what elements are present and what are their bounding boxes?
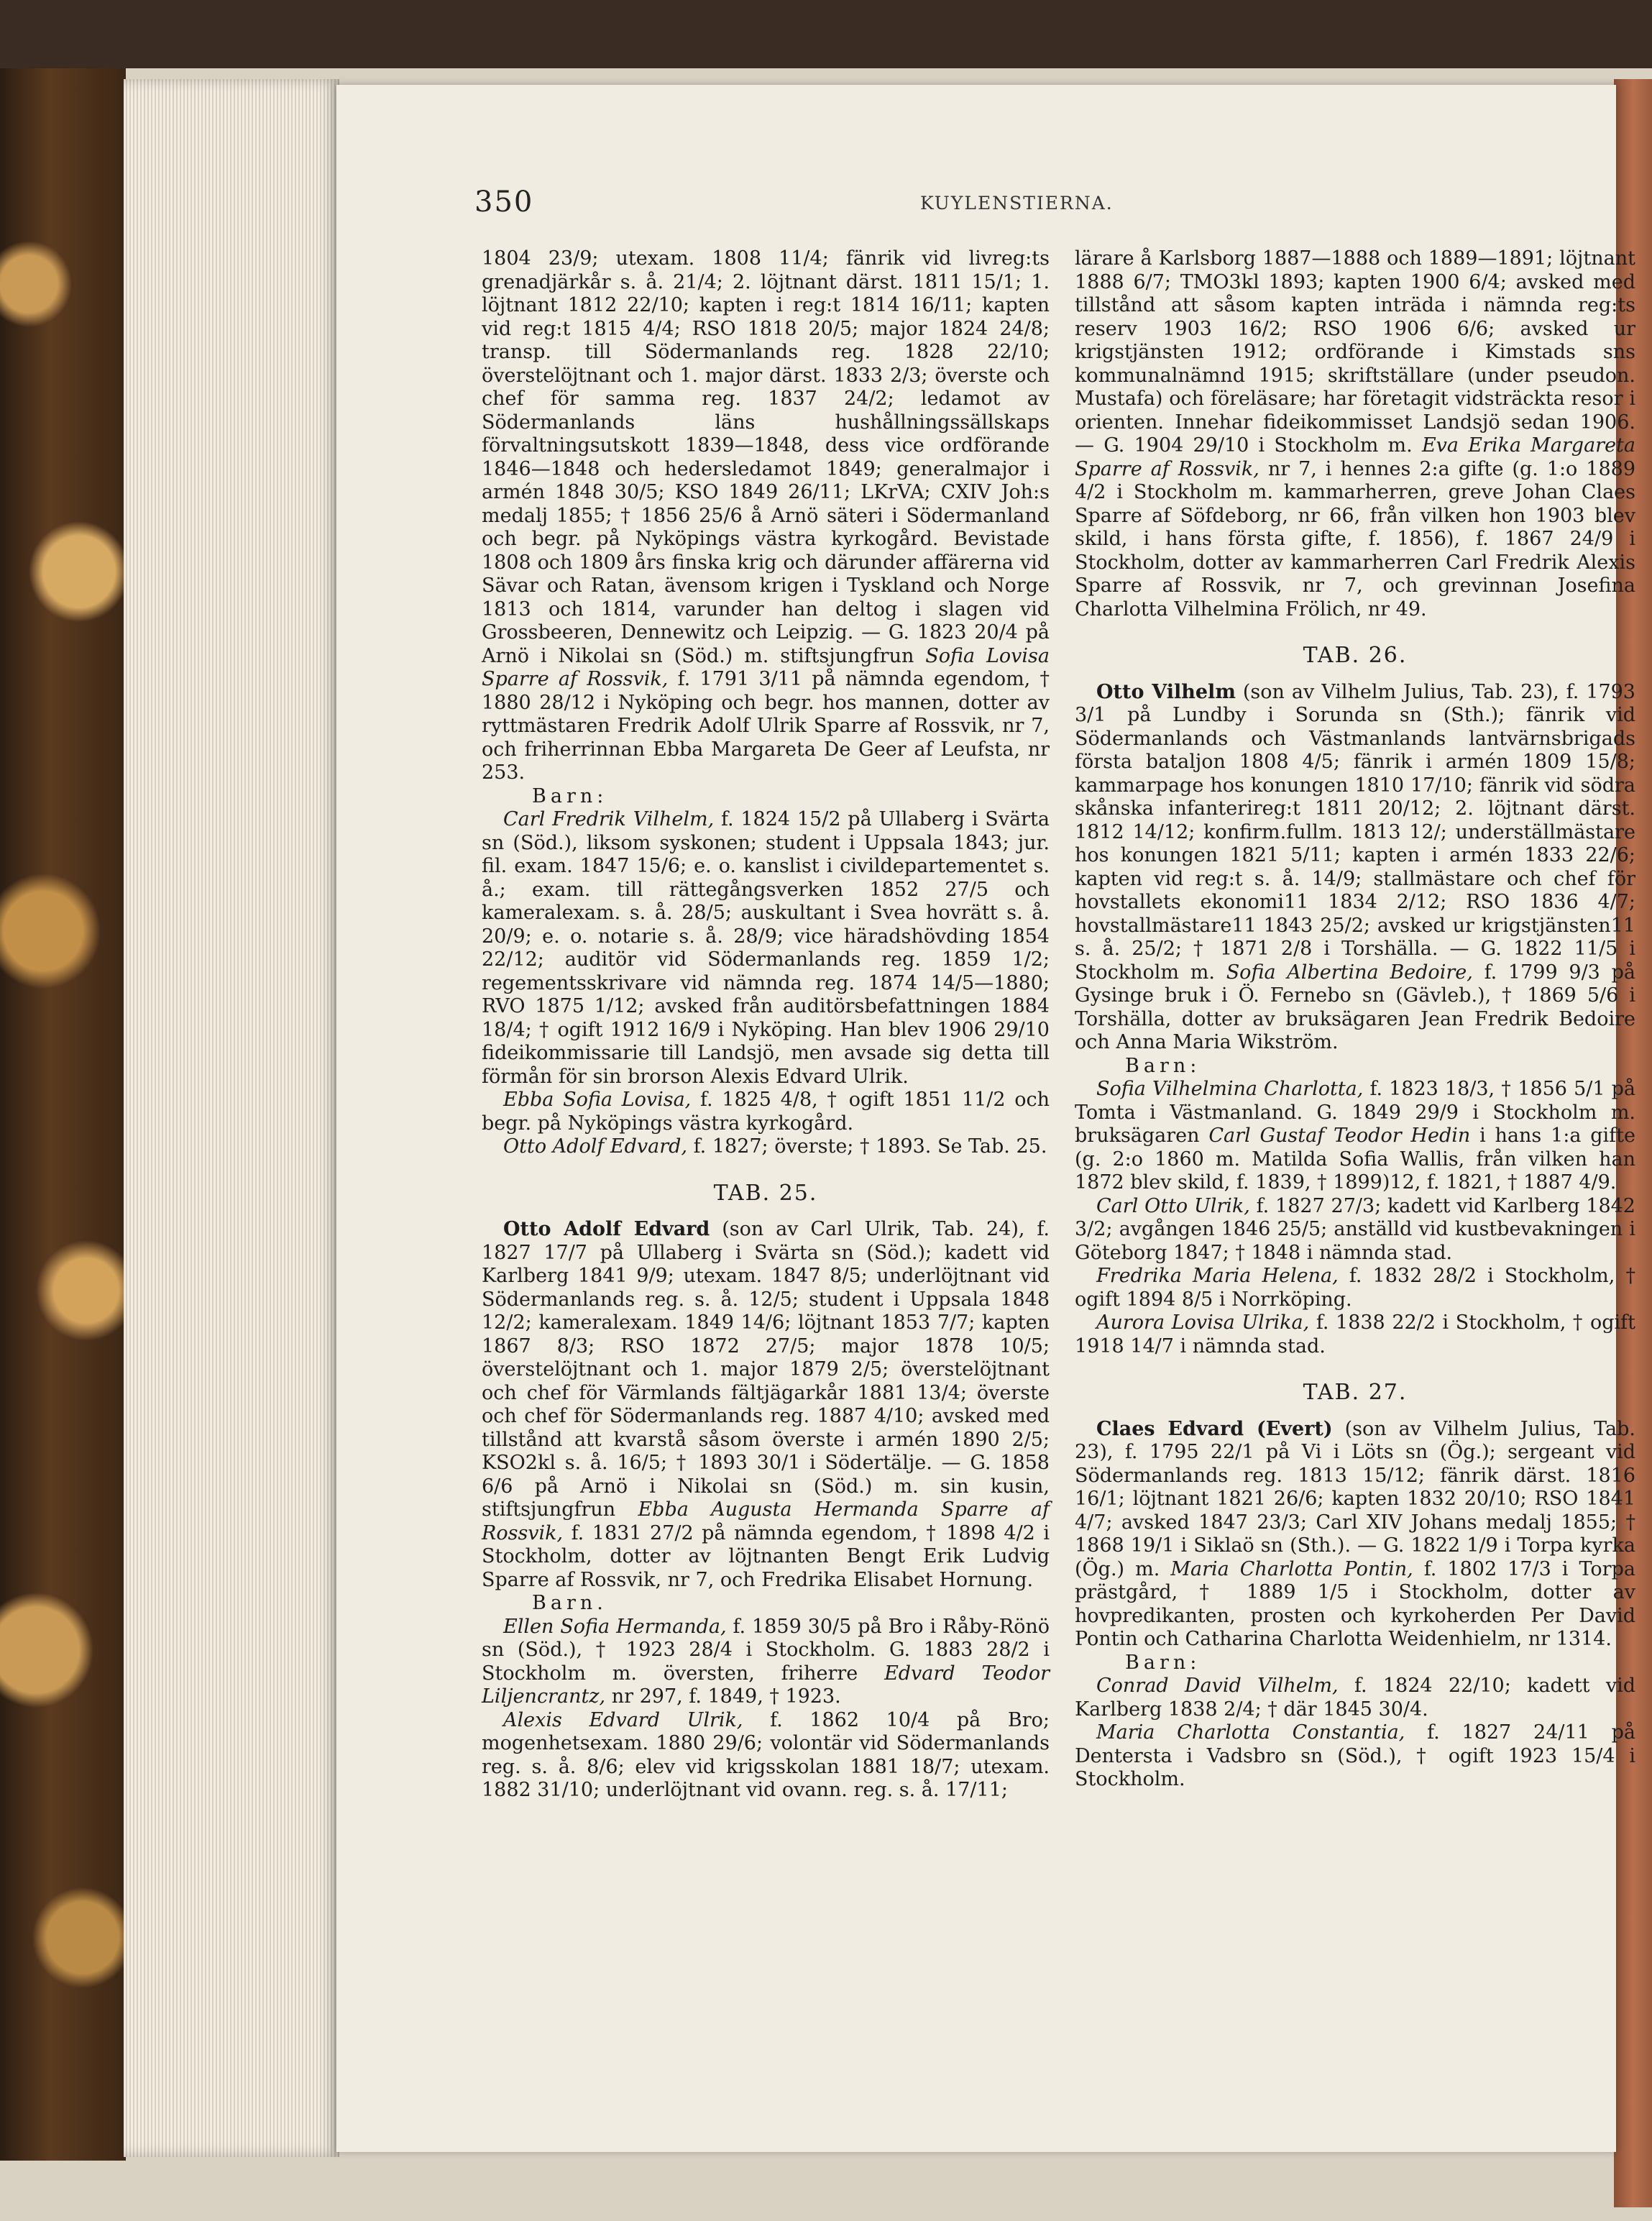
child-entry: Alexis Edvard Ulrik, f. 1862 10/4 på Bro; mogenhetsexam. 1880 29/6; volontär vid Södermanlands reg. s. å. 8/6; elev vid krigsskolan 1881 18/7; utexam. 1882 31/10; underlöjtnant vid ovann. reg. s. å. 17/11; xyxy=(482,1708,1050,1801)
child-entry: Ebba Sofia Lovisa, f. 1825 4/8, † ogift 1851 11/2 och begr. på Nyköpings västra kyrkogård. xyxy=(482,1089,1050,1135)
children-heading: Barn: xyxy=(1125,1651,1201,1674)
left-column xyxy=(482,247,1050,1803)
child-entry: Otto Adolf Edvard, f. 1827; överste; † 1893. Se Tab. 25. xyxy=(503,1135,1047,1158)
child-entry: Conrad David Vilhelm, f. 1824 22/10; kadett vid Karlberg 1838 2/4; † där 1845 30/4. xyxy=(1075,1675,1636,1721)
children-heading: Barn: xyxy=(1125,1054,1201,1077)
child-entry: Sofia Vilhelmina Charlotta, f. 1823 18/3, † 1856 5/1 på Tomta i Västmanland. G. 1849 29/9 i Stockholm m. bruksägaren Carl Gustaf Teodor Hedin i hans 1:a gifte (g. 2:o 1860 m. Matilda Sofia Wallis, från vilken han 1872 blev skild, f. 1839, † 1899)12, f. 1821, † 1887 4/9. xyxy=(1075,1078,1635,1194)
marbled-board xyxy=(0,68,126,2161)
child-entry: Carl Fredrik Vilhelm, f. 1824 15/2 på Ullaberg i Svärta sn (Söd.), liksom syskonen; student i Uppsala 1843; jur. fil. exam. 1847 15/6; e. o. kanslist i civildepartementet s. å.; exam. till rättegångsverken 1852 27/5 och kameralexam. s. å. 28/5; auskultant i Svea hovrätt s. å. 20/9; e. o. notarie s. å. 28/9; vice häradshövding 1854 22/12; auditör vid Södermanlands reg. 1859 1/2; regementsskrivare vid nämnda reg. 1874 14/5—1880; RVO 1875 1/12; avsked från auditörsbefattningen 1884 18/4; † ogift 1912 16/9 i Nyköping. Han blev 1906 29/10 fideikommissarie till Landsjö, men avsade sig detta till förmån för sin brorson Alexis Edvard Ulrik. xyxy=(482,808,1050,1088)
paragraph: lärare å Karlsborg 1887—1888 och 1889—1891; löjtnant 1888 6/7; TMO3kl 1893; kapten 1900 6/4; avsked med tillstånd att såsom kapten inträda i nämnda reg:ts reserv 1903 16/2; RSO 1906 6/6; avsked ur krigstjänsten 1912; ordförande i Kimstads sns kommunalnämnd 1915; skriftställare (under pseudon. Mustafa) och föreläsare; har företagit vidsträckta resor i orienten. Innehar fideikommisset Landsjö sedan 1906. — G. 1904 29/10 i Stockholm m. Eva Erika Margareta Sparre af Rossvik, nr 7, i hennes 2:a gifte (g. 1:o 1889 4/2 i Stockholm m. kammarherren, greve Johan Claes Sparre af Söfdeborg, nr 66, från vilken hon 1903 blev skild, i hans första gifte, f. 1856), f. 1867 24/9 i Stockholm, dotter av kammarherren Carl Fredrik Alexis Sparre af Rossvik, nr 7, och grevinnan Josefina Charlotta Vilhelmina Frölich, nr 49. xyxy=(1075,247,1635,620)
page-stack-edges xyxy=(124,79,339,2157)
child-entry: Carl Otto Ulrik, f. 1827 27/3; kadett vid Karlberg 1842 3/2; avgången 1846 25/5; anställd vid kustbevakningen i Göteborg 1847; † 1848 i nämnda stad. xyxy=(1075,1194,1635,1264)
paragraph: Claes Edvard (Evert) (son av Vilhelm Julius, Tab. 23), f. 1795 22/1 på Vi i Löts sn (Ög.); sergeant vid Södermanlands reg. 1813 15/12; fänrik därst. 1816 16/1; löjtnant 1821 26/6; kapten 1832 20/10; RSO 1841 4/7; avsked 1847 23/3; Carl XIV Johans medalj 1855; † 1868 19/1 i Siklaö sn (Sth.). — G. 1822 1/9 i Torpa kyrka (Ög.) m. Maria Charlotta Pontin, f. 1802 17/3 i Torpa prästgård, † 1889 1/5 i Stockholm, dotter av hovpredikanten, prosten och kyrkoherden Per David Pontin och Catharina Charlotta Weidenhielm, nr 1314. xyxy=(1075,1417,1635,1650)
table-heading: TAB. 25. xyxy=(713,1180,818,1206)
children-heading: Barn: xyxy=(532,784,608,807)
page-number: 350 xyxy=(474,186,534,219)
child-entry: Fredrika Maria Helena, f. 1832 28/2 i Stockholm, † ogift 1894 8/5 i Norrköping. xyxy=(1075,1265,1635,1311)
child-entry: Ellen Sofia Hermanda, f. 1859 30/5 på Bro i Råby-Rönö sn (Söd.), † 1923 28/4 i Stockholm. G. 1883 28/2 i Stockholm m. översten, friherre Edvard Teodor Liljencrantz, nr 297, f. 1849, † 1923. xyxy=(482,1615,1050,1708)
children-heading: Barn. xyxy=(532,1592,607,1614)
paragraph: Otto Adolf Edvard (son av Carl Ulrik, Tab. 24), f. 1827 17/7 på Ullaberg i Svärta sn (Söd.); kadett vid Karlberg 1841 9/9; utexam. 1847 8/5; underlöjtnant vid Södermanlands reg. s. å. 12/5; student i Uppsala 1848 12/2; kameralexam. 1849 14/6; löjtnant 1853 7/7; kapten 1867 8/3; RSO 1872 27/5; major 1878 10/5; överstelöjtnant och 1. major 1879 2/5; överstelöjtnant och chef för Värmlands fältjägarkår 1881 13/4; överste och chef för Södermanlands reg. 1887 4/10; avsked med tillstånd att kvarstå såsom överste i armén 1890 2/5; KSO2kl s. å. 16/5; † 1893 30/1 i Södertälje. — G. 1858 6/6 på Arnö i Nikolai sn (Söd.) m. sin kusin, stiftsjungfrun Ebba Augusta Hermanda Sparre af Rossvik, f. 1831 27/2 på nämnda egendom, † 1898 4/2 i Stockholm, dotter av löjtnanten Bengt Erik Ludvig Sparre af Rossvik, nr 7, och Fredrika Elisabet Hornung. xyxy=(482,1218,1050,1591)
table-heading: TAB. 26. xyxy=(1303,643,1408,668)
table-heading: TAB. 27. xyxy=(1303,1380,1408,1405)
right-column xyxy=(1075,247,1635,1792)
child-entry: Aurora Lovisa Ulrika, f. 1838 22/2 i Stockholm, † ogift 1918 14/7 i nämnda stad. xyxy=(1075,1311,1636,1357)
paragraph: Otto Vilhelm (son av Vilhelm Julius, Tab. 23), f. 1793 3/1 på Lundby i Sorunda sn (Sth.); fänrik vid Södermanlands och Västmanlands lantvärnsbrigads första bataljon 1808 4/5; fänrik i armén 1809 15/8; kammarpage hos konungen 1810 17/10; fänrik vid södra skånska infanterireg:t 1811 20/12; 2. löjtnant därst. 1812 14/12; konfirm.fullm. 1813 12/; underställmästare hos konungen 1821 5/11; kapten i armén 1833 22/6; kapten vid reg:t s. å. 14/9; stallmästare och chef för hovstallets ekonomi11 1834 2/12; RSO 1836 4/7; hovstallmästare11 1843 25/2; avsked ur krigstjänsten11 s. å. 25/2; † 1871 2/8 i Torshälla. — G. 1822 11/5 i Stockholm m. Sofia Albertina Bedoire, f. 1799 9/3 på Gysinge bruk i Ö. Fernebo sn (Gävleb.), † 1869 5/6 i Torshälla, dotter av bruksägaren Jean Fredrik Bedoire och Anna Maria Wikström. xyxy=(1075,680,1635,1053)
child-entry: Maria Charlotta Constantia, f. 1827 24/11 på Dentersta i Vadsbro sn (Söd.), † ogift 1923 15/4 i Stockholm. xyxy=(1075,1721,1635,1790)
running-title: KUYLENSTIERNA. xyxy=(920,193,1114,214)
paragraph: 1804 23/9; utexam. 1808 11/4; fänrik vid livreg:ts grenadjärkår s. å. 21/4; 2. löjtnant därst. 1811 15/1; 1. löjtnant 1812 22/10; kapten i reg:t 1814 16/11; kapten vid reg:t 1815 4/4; RSO 1818 20/5; major 1824 24/8; transp. till Södermanlands reg. 1828 22/10; överstelöjtnant och 1. major därst. 1833 2/3; överste och chef för samma reg. 1837 24/2; ledamot av Södermanlands läns hushållningssällskaps förvaltningsutskott 1839—1848, dess vice ordförande 1846—1848 och hedersledamot 1849; generalmajor i armén 1848 30/5; KSO 1849 26/11; LKrVA; CXIV Joh:s medalj 1855; † 1856 25/6 å Arnö säteri i Södermanland och begr. på Nyköpings västra kyrkogård. Bevistade 1808 och 1809 års finska krig och därunder affärerna vid Sävar och Ratan, ävensom krigen i Tyskland och Norge 1813 och 1814, varunder han deltog i slagen vid Grossbeeren, Dennewitz och Leipzig. — G. 1823 20/4 på Arnö i Nikolai sn (Söd.) m. stiftsjungfrun Sofia Lovisa Sparre af Rossvik, f. 1791 3/11 på nämnda egendom, † 1880 28/12 i Nyköping och begr. hos mannen, dotter av ryttmästaren Fredrik Adolf Ulrik Sparre af Rossvik, nr 7, och friherrinnan Ebba Margareta De Geer af Leufsta, nr 253. xyxy=(482,247,1050,784)
page-header xyxy=(474,186,1582,221)
